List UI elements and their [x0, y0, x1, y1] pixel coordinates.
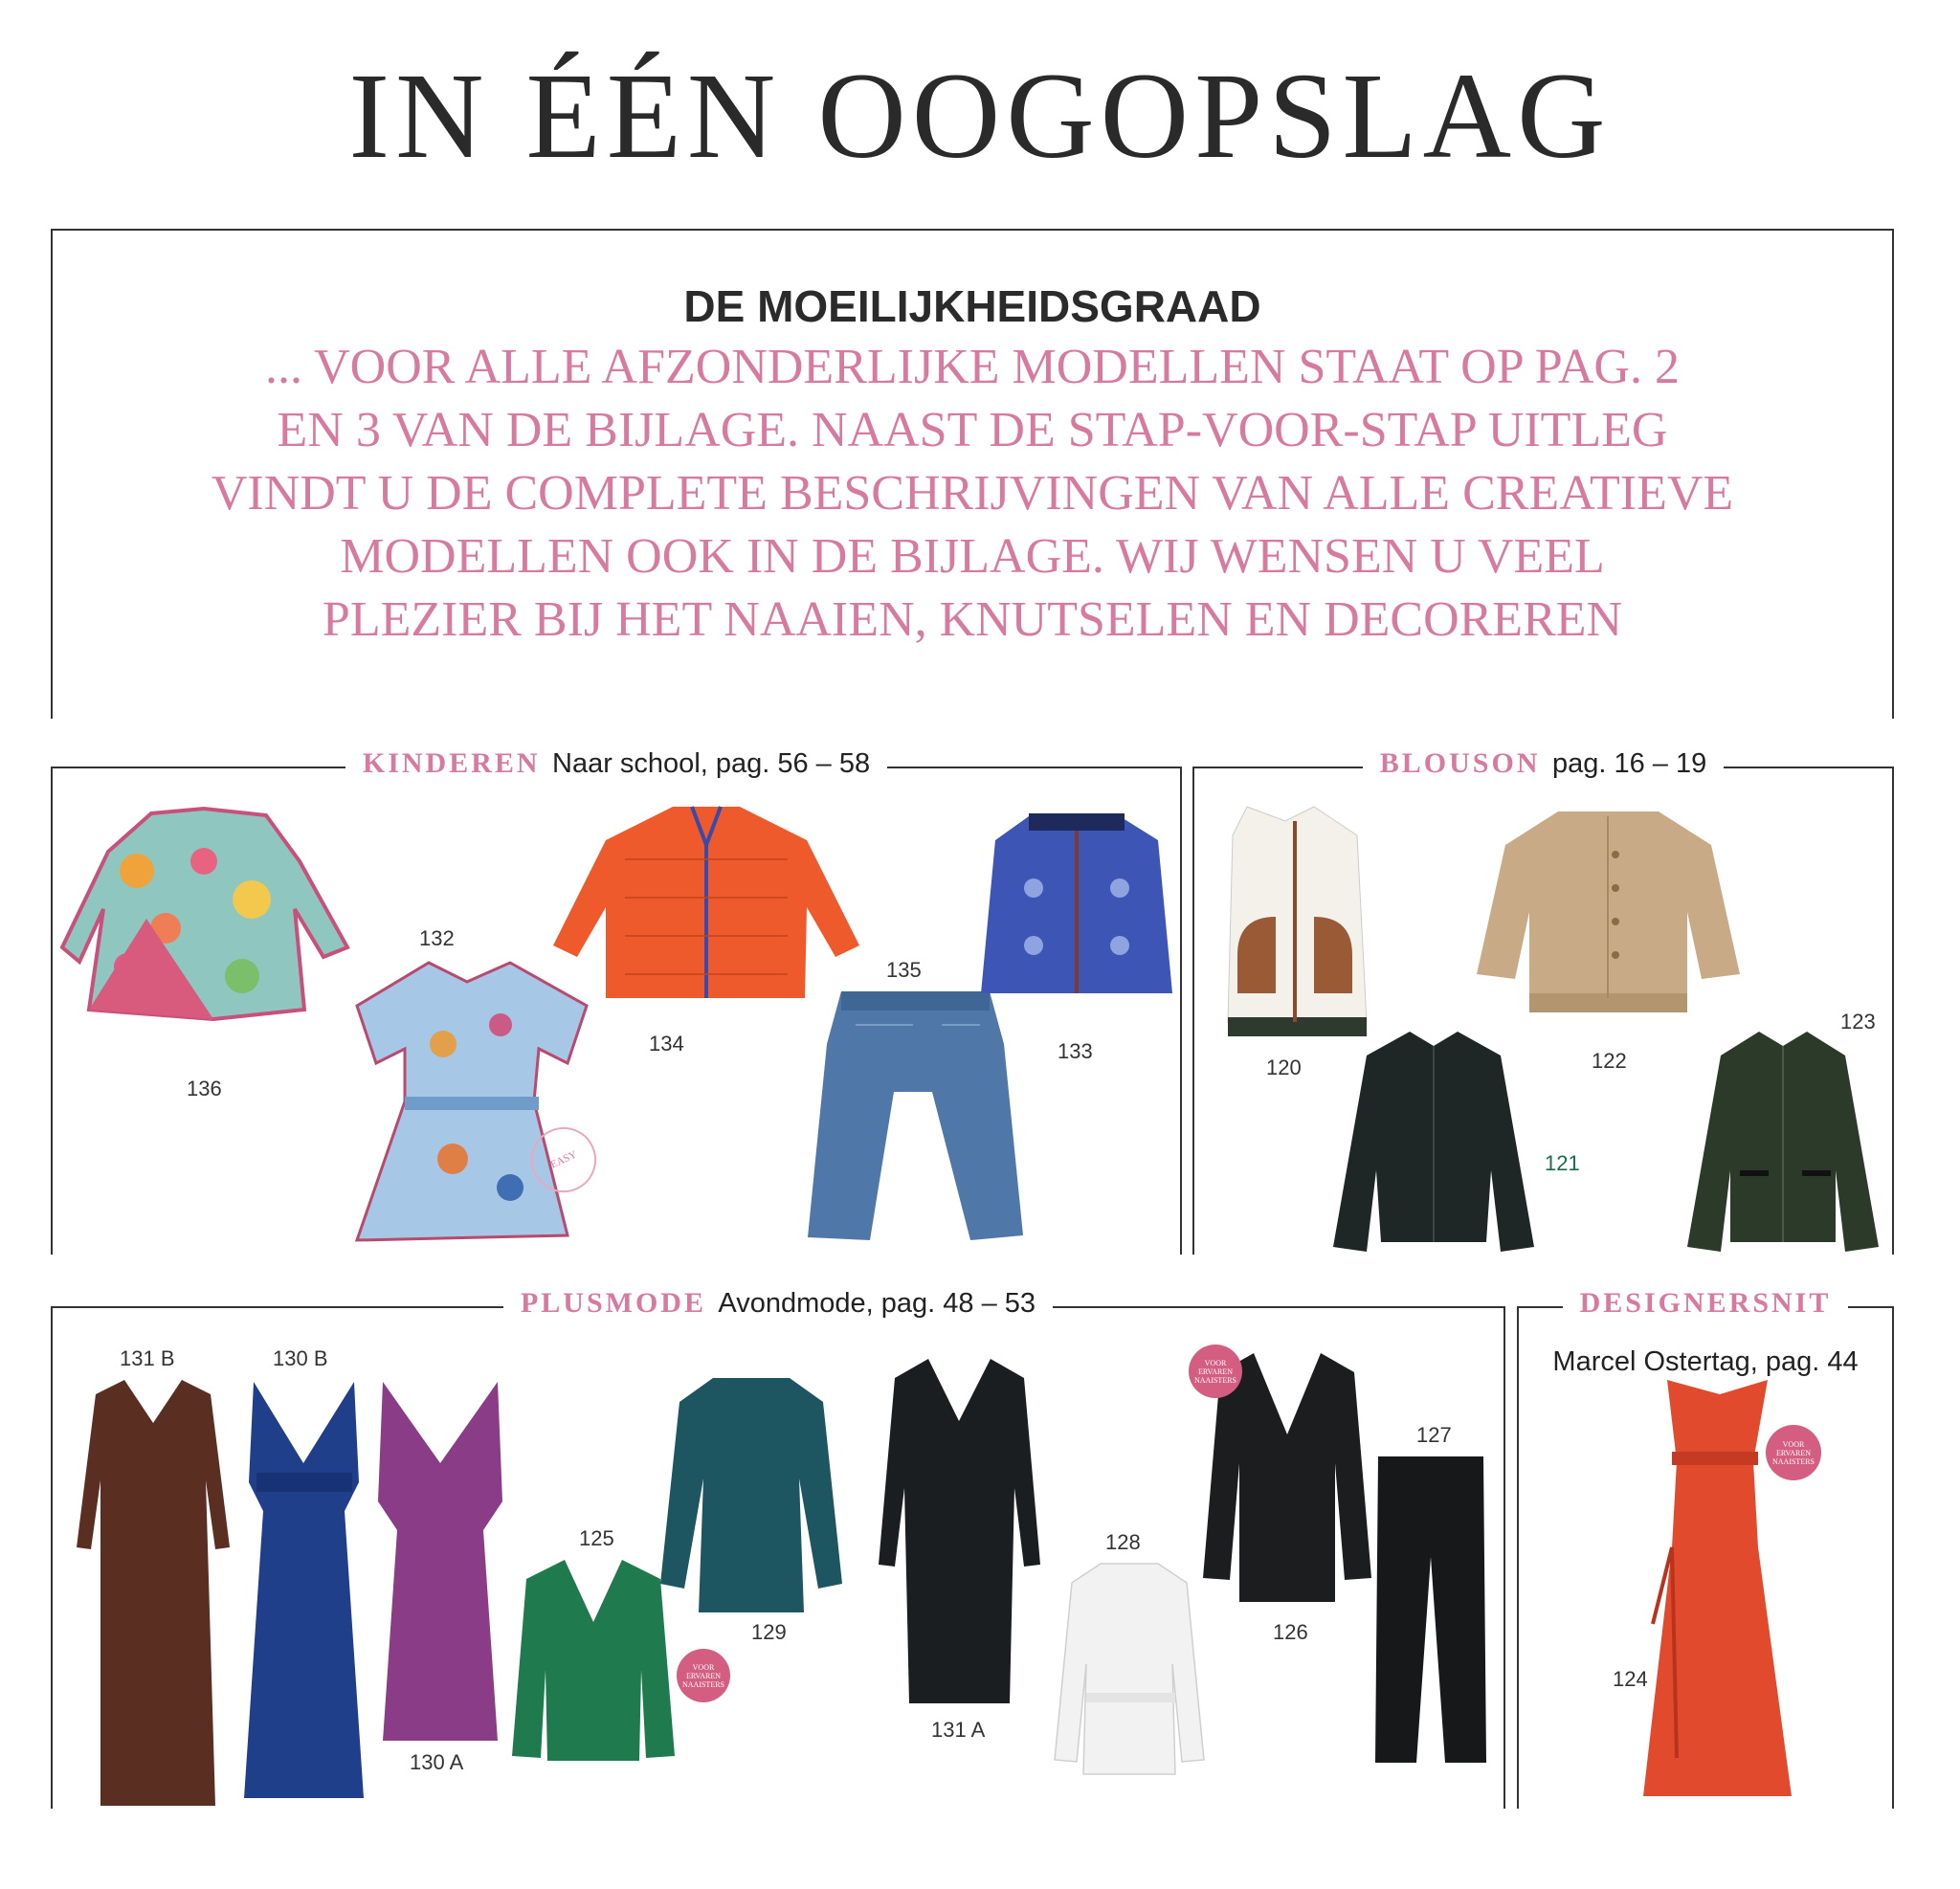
intro-line: VINDT U DE COMPLETE BESCHRIJVINGEN VAN ALLE CREATIEVE	[211, 466, 1734, 521]
black-trousers-image	[1373, 1452, 1488, 1767]
orange-quilted-jacket-image	[548, 802, 864, 1003]
black-dress-image	[876, 1354, 1043, 1708]
intro-text	[53, 336, 1892, 652]
dark-blouson-image	[1328, 1027, 1539, 1261]
section-name: DESIGNERSNIT	[1579, 1287, 1832, 1319]
model-number: 134	[649, 1032, 684, 1056]
model-number: 127	[1416, 1423, 1452, 1447]
model-number: 128	[1105, 1530, 1141, 1554]
intro-heading: DE MOEILIJKHEIDSGRAAD	[683, 281, 1261, 331]
section-pages: pag. 16 – 19	[1551, 748, 1707, 779]
green-blazer-image	[507, 1555, 679, 1766]
model-number: 123	[1840, 1010, 1876, 1033]
model-number: 132	[419, 926, 455, 950]
section-name: KINDEREN	[362, 747, 541, 779]
brown-long-dress-image	[72, 1375, 234, 1811]
model-number: 133	[1058, 1039, 1093, 1063]
model-number: 130 B	[273, 1346, 328, 1370]
intro-line: ... VOOR ALLE AFZONDERLIJKE MODELLEN STAAT OP PAG. 2	[265, 340, 1680, 394]
model-number: 130 A	[410, 1750, 464, 1774]
difficulty-badge: VOOR ERVAREN NAAISTERS	[677, 1649, 730, 1702]
jeans-image	[798, 987, 1028, 1245]
difficulty-badge: VOOR ERVAREN NAAISTERS	[1189, 1345, 1242, 1398]
model-number: 135	[886, 958, 922, 982]
model-number: 136	[187, 1077, 222, 1100]
section-label	[53, 747, 1180, 780]
intro-line: EN 3 VAN DE BIJLAGE. NAAST DE STAP-VOOR-STAP UITLEG	[277, 403, 1668, 457]
model-number: 122	[1592, 1049, 1627, 1073]
beige-bomber-jacket-image	[1472, 807, 1745, 1017]
model-number: 124	[1613, 1667, 1648, 1691]
model-number: 120	[1266, 1056, 1302, 1079]
intro-line: MODELLEN OOK IN DE BIJLAGE. WIJ WENSEN U VEEL	[340, 529, 1605, 584]
green-blouson-image	[1682, 1027, 1883, 1261]
section-blouson	[1192, 747, 1894, 1255]
section-name: PLUSMODE	[520, 1287, 706, 1319]
floral-coat-image	[60, 804, 357, 1038]
page-title: IN ÉÉN OOGOPSLAG	[348, 48, 1612, 184]
intro-line: PLEZIER BIJ HET NAAIEN, KNUTSELEN EN DECOREREN	[322, 592, 1623, 647]
section-designersnit	[1517, 1287, 1894, 1809]
bandana-vest-image	[976, 811, 1177, 1003]
model-number: 121	[1545, 1151, 1580, 1175]
model-number: 126	[1273, 1620, 1308, 1644]
purple-dress-image	[373, 1377, 507, 1745]
model-number: 131 A	[931, 1718, 986, 1742]
section-kinderen	[51, 747, 1182, 1255]
difficulty-badge: VOOR ERVAREN NAAISTERS	[1766, 1425, 1821, 1480]
section-pages: Naar school, pag. 56 – 58	[552, 748, 871, 779]
teal-tunic-image	[656, 1373, 847, 1617]
section-pages: Marcel Ostertag, pag. 44	[1552, 1346, 1859, 1377]
blue-gown-image	[239, 1377, 368, 1803]
section-name: BLOUSON	[1379, 747, 1541, 779]
model-number: 129	[751, 1620, 787, 1644]
section-label	[1519, 1287, 1892, 1320]
white-fleece-vest-image	[1209, 802, 1381, 1041]
section-plusmode	[51, 1287, 1505, 1809]
section-label	[53, 1287, 1503, 1320]
white-blouse-image	[1053, 1559, 1206, 1779]
section-pages: Avondmode, pag. 48 – 53	[718, 1288, 1036, 1319]
easy-badge: EASY	[521, 1117, 607, 1203]
intro-box	[51, 229, 1894, 719]
section-label	[1194, 747, 1892, 780]
model-number: 125	[579, 1526, 614, 1550]
model-number: 131 B	[120, 1346, 175, 1370]
